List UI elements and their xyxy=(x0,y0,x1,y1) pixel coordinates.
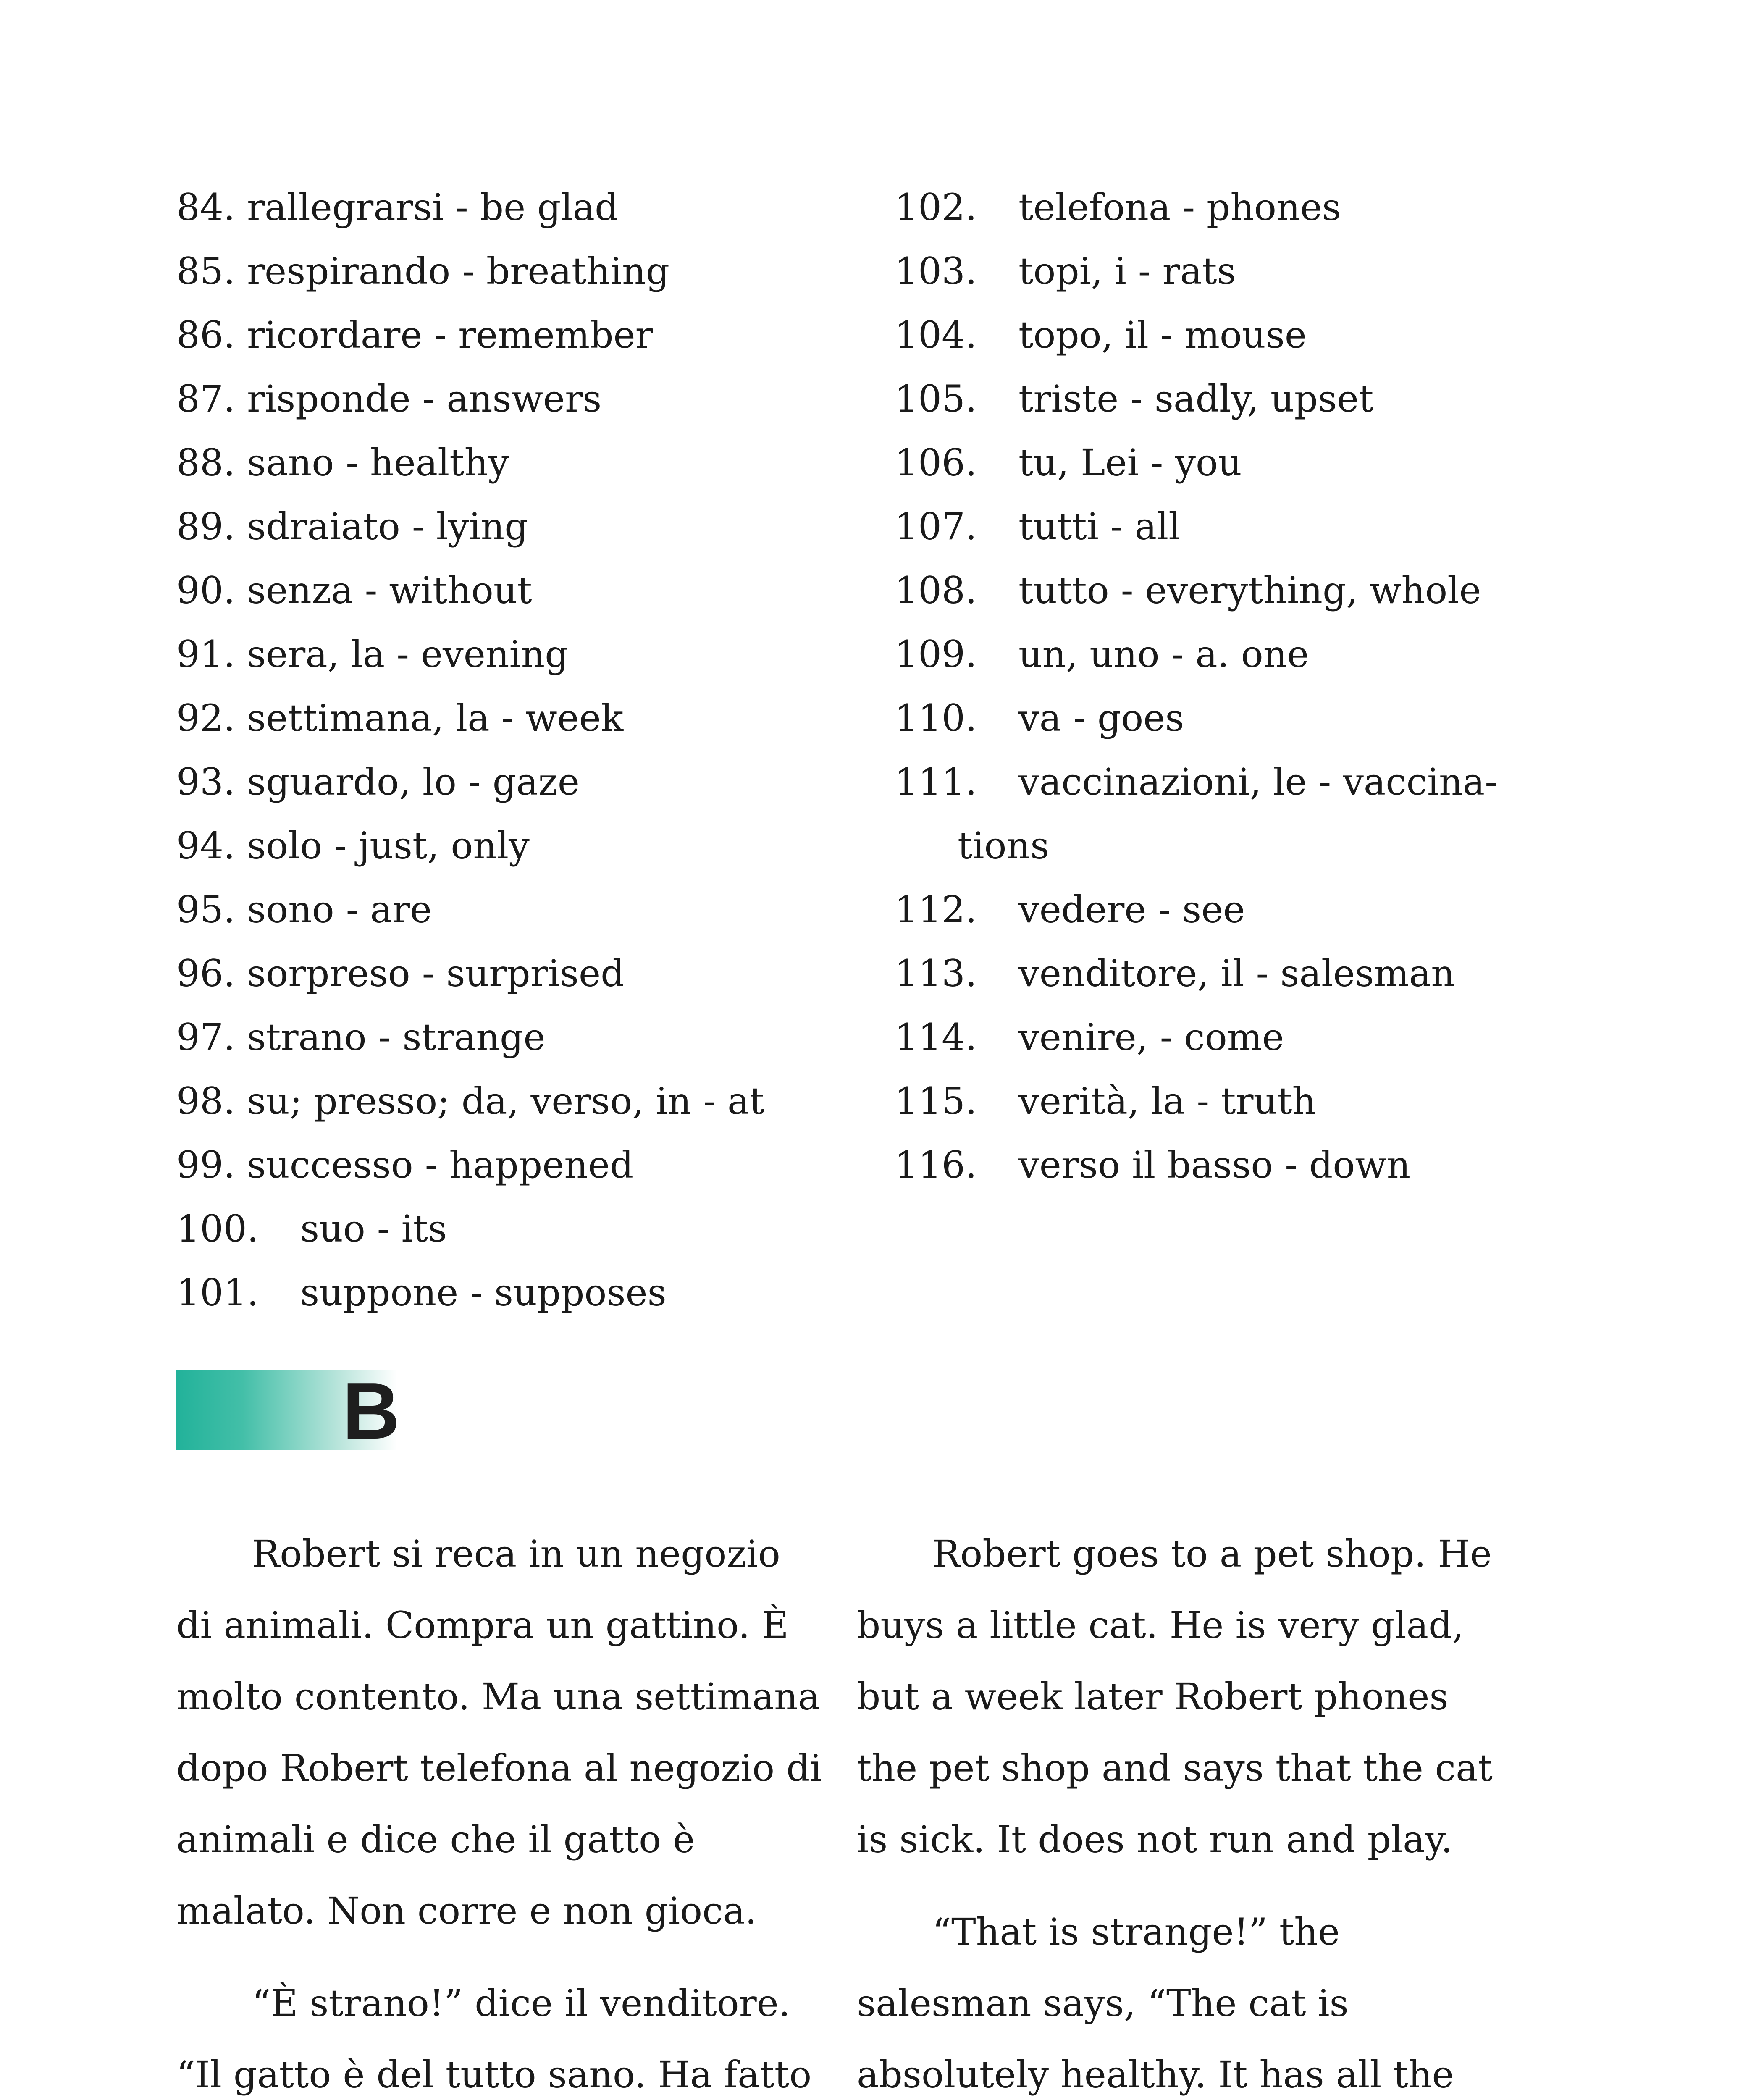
vocab-item xyxy=(895,239,1525,303)
section-letter: B xyxy=(342,1367,400,1456)
vocab-item xyxy=(895,750,1525,814)
vocab-term: vedere - see xyxy=(1018,888,1245,931)
vocab-number: 105. xyxy=(895,377,977,420)
vocab-item xyxy=(176,814,869,878)
vocab-item xyxy=(895,176,1525,239)
vocab-number: 90. xyxy=(176,569,235,612)
vocab-term: ricordare - remember xyxy=(247,313,653,357)
vocab-number: 89. xyxy=(176,505,235,548)
vocab-term: sorpreso - surprised xyxy=(247,952,625,995)
vocab-term: verso il basso - down xyxy=(1018,1143,1411,1186)
vocab-item xyxy=(176,878,869,942)
vocab-item xyxy=(176,559,869,622)
vocab-item xyxy=(176,367,869,431)
vocab-number: 94. xyxy=(176,824,235,867)
vocab-term: solo - just, only xyxy=(247,824,530,867)
english-paragraph: Robert goes to a pet shop. He buys a little cat. He is very glad, but a week later Robert phones the pet shop and says that the cat is sick. It does not run and play. xyxy=(857,1532,1493,1861)
vocab-item xyxy=(176,1069,869,1133)
vocab-item xyxy=(176,431,869,495)
vocab-number: 87. xyxy=(176,377,235,420)
vocab-term: strano - strange xyxy=(247,1016,546,1059)
vocab-list-left xyxy=(176,176,869,1325)
vocab-term: settimana, la - week xyxy=(247,696,624,740)
vocab-number: 98. xyxy=(176,1079,235,1123)
vocab-number: 100. xyxy=(176,1207,259,1250)
vocab-number: 95. xyxy=(176,888,235,931)
vocab-term: telefona - phones xyxy=(1018,186,1341,229)
vocab-item xyxy=(895,1069,1525,1133)
vocab-item xyxy=(895,686,1525,750)
vocab-number: 97. xyxy=(176,1016,235,1059)
vocab-item xyxy=(176,1133,869,1197)
vocab-term: suppone - supposes xyxy=(300,1271,667,1314)
vocab-term: respirando - breathing xyxy=(247,249,670,293)
vocab-number: 104. xyxy=(895,313,977,357)
vocab-term: tutti - all xyxy=(1018,505,1181,548)
vocab-term: successo - happened xyxy=(247,1143,634,1186)
vocab-term: va - goes xyxy=(1018,696,1184,740)
vocab-term: tutto - everything, whole xyxy=(1018,569,1481,612)
vocab-number: 103. xyxy=(895,249,977,293)
vocab-term: suo - its xyxy=(300,1207,447,1250)
vocab-number: 111. xyxy=(895,760,977,803)
vocab-item xyxy=(895,367,1525,431)
vocab-term: sono - are xyxy=(247,888,432,931)
vocab-term: su; presso; da, verso, in - at xyxy=(247,1079,764,1123)
vocab-term: verità, la - truth xyxy=(1018,1079,1316,1123)
vocab-item xyxy=(895,942,1525,1005)
vocab-term: risponde - answers xyxy=(247,377,602,420)
vocab-number: 115. xyxy=(895,1079,977,1123)
italian-text-column xyxy=(176,1518,823,2100)
vocab-item xyxy=(176,303,869,367)
vocab-number: 92. xyxy=(176,696,235,740)
vocab-number: 110. xyxy=(895,696,977,740)
vocab-item xyxy=(895,1005,1525,1069)
vocab-number: 108. xyxy=(895,569,977,612)
vocab-item xyxy=(176,942,869,1005)
vocab-term: sguardo, lo - gaze xyxy=(247,760,580,803)
vocab-term: sdraiato - lying xyxy=(247,505,528,548)
vocab-number: 112. xyxy=(895,888,977,931)
vocab-number: 116. xyxy=(895,1143,977,1186)
vocab-term: rallegrarsi - be glad xyxy=(247,186,619,229)
vocab-term: topi, i - rats xyxy=(1018,249,1236,293)
english-text-column xyxy=(857,1518,1499,2100)
vocab-item xyxy=(176,686,869,750)
vocab-item xyxy=(895,559,1525,622)
vocab-item xyxy=(895,431,1525,495)
vocab-item xyxy=(176,1197,869,1261)
vocab-number: 107. xyxy=(895,505,977,548)
vocab-term: triste - sadly, upset xyxy=(1018,377,1374,420)
vocab-item xyxy=(895,303,1525,367)
italian-paragraph: “È strano!” dice il venditore. “Il gatto è del tutto sano. Ha fatto xyxy=(176,1982,812,2096)
vocab-item xyxy=(176,1261,869,1325)
vocab-term: venditore, il - salesman xyxy=(1018,952,1455,995)
italian-paragraph: Robert si reca in un negozio di animali. Compra un gattino. È molto contento. Ma una settimana dopo Robert telefona al negozio di animali e dice che il gatto è malato. Non corre e non gioca. xyxy=(176,1532,822,1932)
vocab-item xyxy=(895,1133,1525,1197)
vocab-term: topo, il - mouse xyxy=(1018,313,1307,357)
vocab-item xyxy=(176,495,869,559)
vocab-number: 85. xyxy=(176,249,235,293)
vocab-item-continuation: tions xyxy=(958,824,1050,867)
vocab-item xyxy=(895,622,1525,686)
vocab-number: 93. xyxy=(176,760,235,803)
vocab-number: 101. xyxy=(176,1271,259,1314)
vocab-item xyxy=(176,176,869,239)
vocab-list-right xyxy=(895,176,1525,1197)
vocab-number: 99. xyxy=(176,1143,235,1186)
vocab-item xyxy=(895,878,1525,942)
vocab-item xyxy=(176,1005,869,1069)
vocab-item xyxy=(176,239,869,303)
vocab-number: 84. xyxy=(176,186,235,229)
vocab-number: 96. xyxy=(176,952,235,995)
vocab-term: sano - healthy xyxy=(247,441,509,484)
vocab-number: 91. xyxy=(176,633,235,676)
vocab-term: senza - without xyxy=(247,569,532,612)
vocab-item xyxy=(895,495,1525,559)
vocab-number: 102. xyxy=(895,186,977,229)
vocab-number: 114. xyxy=(895,1016,977,1059)
vocab-term: venire, - come xyxy=(1018,1016,1284,1059)
vocab-number: 113. xyxy=(895,952,977,995)
vocab-term: sera, la - evening xyxy=(247,633,569,676)
english-paragraph: “That is strange!” the salesman says, “The cat is absolutely healthy. It has all the xyxy=(857,1910,1454,2096)
vocab-term: tu, Lei - you xyxy=(1018,441,1242,484)
vocab-number: 106. xyxy=(895,441,977,484)
vocab-number: 86. xyxy=(176,313,235,357)
vocab-item xyxy=(176,622,869,686)
vocab-term: un, uno - a. one xyxy=(1018,633,1309,676)
vocab-term: vaccinazioni, le - vaccina- xyxy=(1018,760,1497,803)
vocab-number: 88. xyxy=(176,441,235,484)
vocab-item xyxy=(176,750,869,814)
vocab-number: 109. xyxy=(895,633,977,676)
